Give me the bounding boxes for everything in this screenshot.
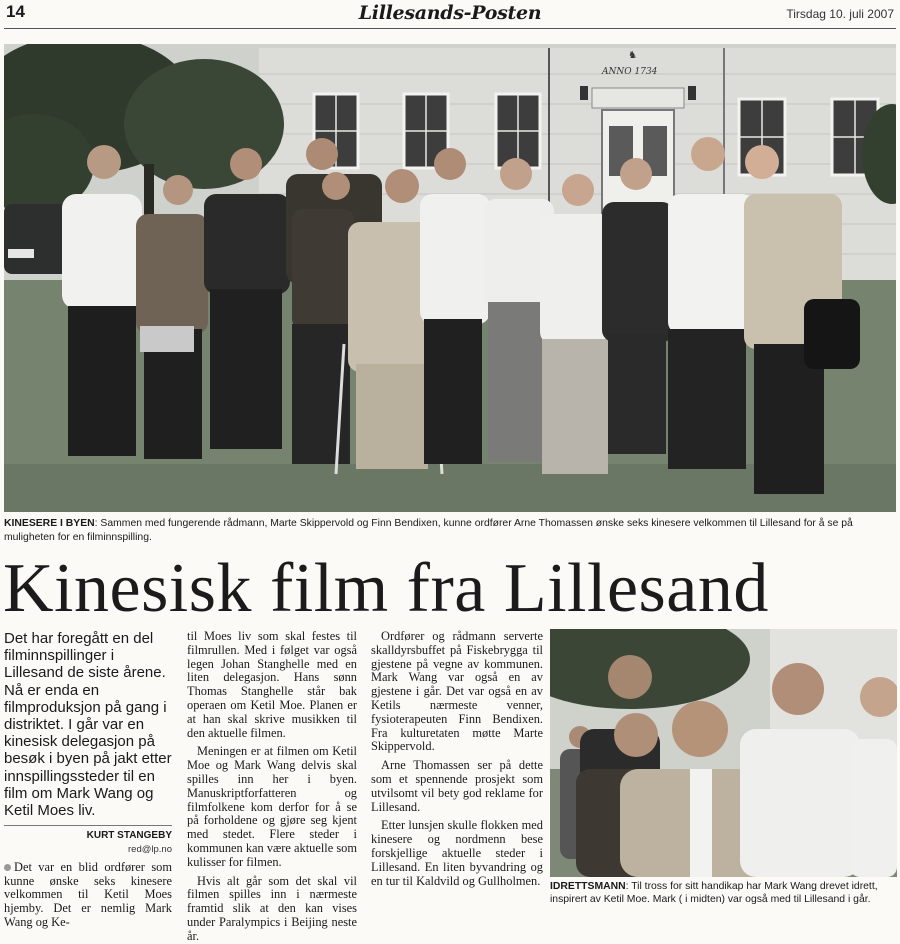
group-photo-illustration — [4, 44, 896, 512]
caption-lead: KINESERE I BYEN — [4, 518, 95, 529]
side-caption-text: : Til tross for sitt handikap har Mark Wang drevet idrett, inspirert av Ketil Moe. Mark ( i midten) var også med til Lillesand i går. — [550, 881, 878, 905]
article-lead: Det har foregått en del filminnspillinger i Lillesand de siste årene. Nå er enda en filmproduksjon på gang i distriktet. I går var en kinesisk delegasjon på besøk i byen på jakt etter innspillingssteder til en film om Mark Wang og Ketil Moes liv. — [4, 630, 172, 820]
header-rule — [4, 28, 896, 29]
caption-text: : Sammen med fungerende rådmann, Marte Skippervold og Finn Bendixen, kunne ordfører Arne Thomassen ønske seks kinesere velkommen til Lillesand for å se på muligheten for en filminnspilling. — [4, 518, 853, 543]
masthead: Lillesands-Posten — [358, 2, 542, 24]
headline: Kinesisk film fra Lillesand — [3, 550, 769, 627]
page-number: 14 — [6, 2, 25, 21]
article-paragraph: Hvis alt går som det skal vil filmen spilles inn i nærmeste framtid slik at den kan vises under Paralympics i Beijing neste år. — [187, 873, 357, 943]
article-paragraph: Etter lunsjen skulle flokken med kinesere og nordmenn bese forskjellige aktuelle steder i Lillesand. En liten byvandring og en tur til Kaldvild og Gullholmen. — [371, 818, 543, 888]
mark-wang-photo-illustration — [550, 629, 897, 877]
side-caption-lead: IDRETTSMANN — [550, 881, 626, 892]
dateline: Tirsdag 10. juli 2007 — [786, 7, 894, 21]
article-paragraph: Arne Thomassen ser på dette som et spennende prosjekt som utvilsomt vil bety god reklame for Lillesand. — [371, 758, 543, 814]
byline — [4, 825, 172, 857]
byline-name: KURT STANGEBY — [86, 830, 172, 842]
article-column-1 — [4, 630, 172, 930]
crest-icon: ♞ — [628, 50, 637, 61]
photo-caption — [4, 517, 896, 544]
building-sign: ANNO 1734 — [602, 67, 658, 77]
bullet-icon — [4, 864, 11, 871]
side-photo — [550, 629, 897, 877]
article-paragraph: til Moes liv som skal festes til filmrullen. Med i følget var også legen Johan Stanghelle med en liten delegasjon. Hans sønn Thomas Stanghelle står bak operaen om Ketil Moe. Planen er at han skal skrive musikken til den aktuelle filmen. — [187, 629, 357, 740]
byline-email: red@lp.no — [128, 844, 172, 856]
article-column-2 — [187, 630, 357, 944]
article-column-3 — [371, 630, 543, 888]
article-paragraph: Meningen er at filmen om Ketil Moe og Mark Wang delvis skal spilles inn her i byen. Manuskriptforfatteren og filmfolkene kom derfor for å se på forholdene og gjøre seg kjent med stedet. Flere steder i kommunen kan være aktuelle som kulisser for filmen. — [187, 744, 357, 869]
main-photo — [4, 44, 896, 512]
side-photo-caption — [550, 880, 897, 906]
article-paragraph: Ordfører og rådmann serverte skalldyrsbuffet på Fiskebrygga til gjestene på vegne av kommunen. Mark Wang var også en av gjestene i går. Det var også en av Ketils nærmeste venner, fysioterapeuten Finn Bendixen. Fra kulturetaten møtte Marte Skippervold. — [371, 629, 543, 754]
article-paragraph — [4, 861, 172, 930]
page-header — [0, 0, 900, 30]
parked-car — [4, 204, 70, 274]
paragraph-text: Det var en blid ordfører som kunne ønske seks kinesere velkommen til Ketil Moes hjemby. Det er nemlig Mark Wang og Ke- — [4, 859, 172, 930]
